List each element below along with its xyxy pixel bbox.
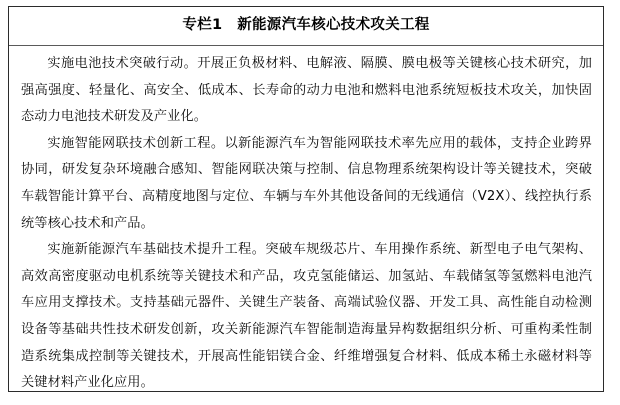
callout-paragraph-2: 实施智能网联技术创新工程。以新能源汽车为智能网联技术率先应用的载体，支持企业跨界协同，研发复杂环境融合感知、智能网联决策与控制、信息物理系统架构设计等关键技术，突破车载智能计算平台、高精度地图与定位、车辆与车外其他设备间的无线通信（V2X）、线控执行系统等核心技术和产品。: [21, 135, 592, 231]
callout-title: 专栏1 新能源汽车核心技术攻关工程: [182, 16, 430, 33]
callout-box: [8, 6, 604, 392]
callout-header: [9, 7, 603, 46]
callout-paragraph-3: 实施新能源汽车基础技术提升工程。突破车规级芯片、车用操作系统、新型电子电气架构、高效高密度驱动电机系统等关键技术和产品，攻克氢能储运、加氢站、车载储氢等氢燃料电池汽车应用支撑技术。支持基础元器件、关键生产装备、高端试验仪器、开发工具、高性能自动检测设备等基础共性技术研发创新，攻关新能源汽车智能制造海量异构数据组织分析、可重构柔性制造系统集成控制等关键技术，开展高性能铝镁合金、纤维增强复合材料、低成本稀土永磁材料等关键材料产业化应用。: [21, 242, 592, 391]
callout-paragraph-1: 实施电池技术突破行动。开展正负极材料、电解液、隔膜、膜电极等关键核心技术研究，加强高强度、轻量化、高安全、低成本、长寿命的动力电池和燃料电池系统短板技术攻关，加快固态动力电池技术研发及产业化。: [21, 56, 592, 125]
callout-body: [9, 46, 603, 392]
